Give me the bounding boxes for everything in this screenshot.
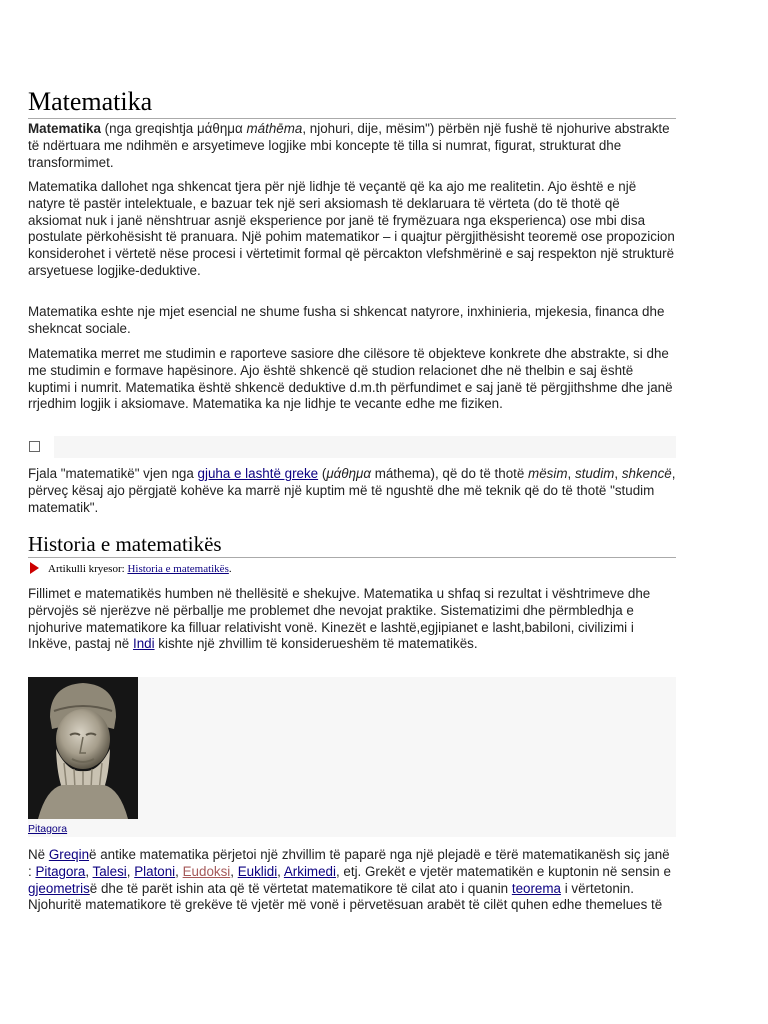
paragraph-5: Fjala "matematikë" vjen nga gjuha e lashtë greke (μάθημα máthema), që do të thotë mësim, studim, shkencë, përveç kësaj ajo përgjatë kohëve ka marrë një kuptim më të ngushtë dhe më teknik që do të thotë "studim matematik". — [28, 466, 676, 515]
link-gjeometria[interactable]: gjeometris — [28, 880, 90, 896]
page-title: Matematika — [28, 86, 676, 119]
paragraph-2: Matematika dallohet nga shkencat tjera për një lidhje të veçantë që ka ajo me realitetin. Ajo është e një natyre të pastër intelektuale, e bazuar tek një seri aksiomash të deklaruara të vërteta (do të thotë që aksiomat nuk i janë nënshtruar asnjë eksperience por janë të frymëzuara nga eksperienca) ose mbi disa postulate përkohësisht të pranuara. Një pohim matematikor – i quajtur përgjithësisht teoremë ose propozicion konsiderohet i vërtetë nëse procesi i vërtetimit formal që përcakton vlefshmërinë e saj respekton një strukturë arsyetuese logjike-deduktive. — [28, 179, 675, 278]
broken-image-icon — [29, 441, 40, 452]
intro-paragraph: Matematika (nga greqishtja μάθημα máthēma, njohuri, dije, mësim") përbën një fushë të njohurive abstrakte të ndërtuara me ndihmën e arsyetimeve logjike mbi koncepte të tilla si numrat, figurat, strukturat dhe transformimet. — [28, 121, 670, 170]
main-article-note: Artikulli kryesor: Historia e matematikës. — [30, 562, 232, 576]
intro-term: Matematika — [28, 121, 101, 136]
transliteration: máthēma — [246, 121, 303, 136]
image-placeholder-bar — [54, 436, 676, 458]
figure-caption-link[interactable]: Pitagora — [28, 823, 68, 835]
link-teorema[interactable]: teorema — [511, 880, 561, 896]
pythagoras-bust-image[interactable] — [28, 677, 138, 819]
link-greqia[interactable]: Greqin — [48, 847, 90, 862]
paragraph-4: Matematika merret me studimin e raporteve sasiore dhe cilësore të objekteve konkrete dhe abstrakte, si dhe me studimin e formave hapësinore. Ajo është shkencë që studion relacionet dhe në thelbin e saj është kuptimi i numrit. Matematika është shkencë deduktive d.m.th përfundimet e saj janë të përgjithshme dhe janë rrjedhim logjik i aksiomave. Matematika ka nje lidhje te vecante edhe me fiziken. — [28, 346, 673, 412]
link-ancient-greek[interactable]: gjuha e lashtë greke — [197, 466, 319, 481]
link-history-of-mathematics[interactable]: Historia e matematikës — [127, 563, 229, 575]
section-title-history: Historia e matematikës — [28, 531, 676, 558]
paragraph-7: Në Greqinë antike matematika përjetoi një zhvillim të paparë nga një plejadë e tërë matematikanësh siç janë : Pitagora, Talesi, Platoni, Eudoksi, Euklidi, Arkimedi, etj. Grekët e vjetër matematikën e kuptonin në sensin e gjeometrisë dhe të parët ishin ata që të vërtetat matematikore të cilat ato i quanin teorema i vërtetonin. Njohuritë matematikore të grekëve të vjetër më vonë i përvetësuan arabët të cilët quhen edhe themelues të — [28, 847, 671, 913]
paragraph-6: Fillimet e matematikës humben në thellësitë e shekujve. Matematika u shfaq si rezultat i vështrimeve dhe përvojës së njerëzve në përballje me problemet dhe nevojat praktike. Sistematizimi dhe përmbledhja e njohurive matematikore ka filluar relativisht vonë. Kinezët e lashtë,egjipianet e lasht,babiloni, civilizimi i Inkëve, pastaj në Indi kishte një zhvillim të konsiderueshëm të matematikës. — [28, 586, 651, 652]
arrow-right-icon — [30, 562, 39, 574]
paragraph-3: Matematika eshte nje mjet esencial ne shume fusha si shkencat natyrore, inxhinieria, mjekesia, financa dhe shekncat sociale. — [28, 304, 665, 336]
figure-pythagoras — [28, 677, 676, 837]
link-eudoksi[interactable]: Eudoksi — [182, 863, 231, 879]
link-arkimedi[interactable]: Arkimedi — [283, 863, 336, 879]
link-euklidi[interactable]: Euklidi — [237, 863, 278, 879]
link-indi[interactable]: Indi — [132, 636, 155, 652]
link-pitagora[interactable]: Pitagora — [35, 863, 86, 879]
link-talesi[interactable]: Talesi — [92, 863, 127, 879]
link-platoni[interactable]: Platoni — [134, 863, 176, 879]
